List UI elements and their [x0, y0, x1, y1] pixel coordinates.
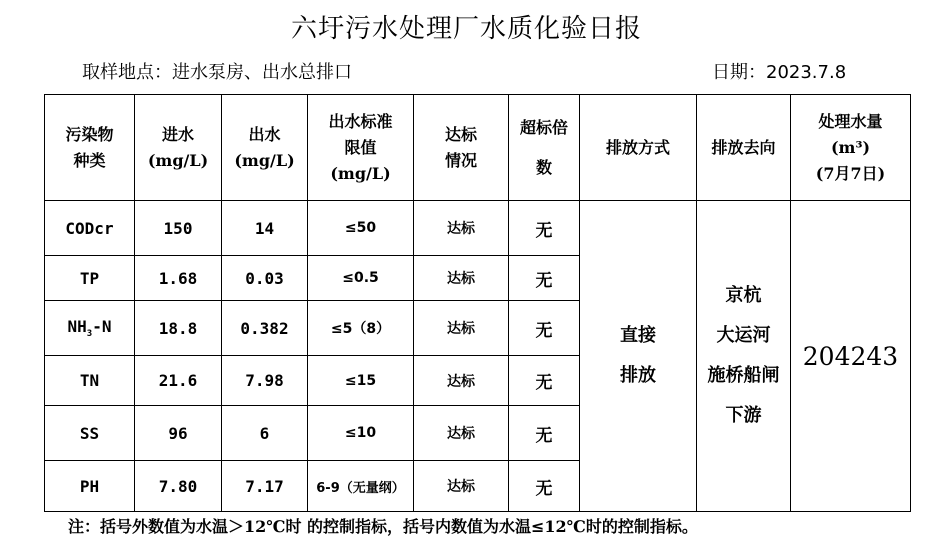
pollutant-cell: TP — [45, 256, 135, 301]
outlet-cell: 7.98 — [222, 356, 308, 406]
header-discharge-method: 排放方式 — [580, 95, 697, 201]
header-volume: 处理水量 (m³) (7月7日) — [791, 95, 911, 201]
exceed-cell: 无 — [509, 256, 580, 301]
limit-cell: 6-9（无量纲） — [308, 461, 414, 512]
report-title: 六圩污水处理厂水质化验日报 — [290, 14, 642, 44]
limit-cell: ≤0.5 — [308, 256, 414, 301]
header-discharge-dest: 排放去向 — [697, 95, 791, 201]
outlet-cell: 6 — [222, 406, 308, 461]
pollutant-cell: SS — [45, 406, 135, 461]
pollutant-cell: CODcr — [45, 201, 135, 256]
status-cell: 达标 — [414, 406, 509, 461]
pollutant-cell: PH — [45, 461, 135, 512]
header-inlet: 进水 (mg/L) — [135, 95, 222, 201]
limit-cell: ≤15 — [308, 356, 414, 406]
status-cell: 达标 — [414, 256, 509, 301]
header-row — [45, 95, 911, 201]
inlet-cell: 21.6 — [135, 356, 222, 406]
inlet-cell: 150 — [135, 201, 222, 256]
sampling-location: 取样地点：进水泵房、出水总排口 — [82, 62, 352, 83]
header-status: 达标 情况 — [414, 95, 509, 201]
exceed-cell: 无 — [509, 201, 580, 256]
discharge-method-cell: 直接 排放 — [580, 201, 697, 512]
exceed-cell: 无 — [509, 406, 580, 461]
table-row — [45, 201, 911, 256]
report-date: 日期：2023.7.8 — [712, 62, 847, 83]
pollutant-cell: $NH_3-N$ — [45, 301, 135, 356]
exceed-cell: 无 — [509, 461, 580, 512]
discharge-dest-cell: 京杭 大运河 施桥船闸 下游 — [697, 201, 791, 512]
volume-cell: 204243 — [791, 201, 911, 512]
header-limit: 出水标准 限值 (mg/L) — [308, 95, 414, 201]
header-exceed: 超标倍 数 — [509, 95, 580, 201]
outlet-cell: 7.17 — [222, 461, 308, 512]
status-cell: 达标 — [414, 356, 509, 406]
limit-cell: ≤50 — [308, 201, 414, 256]
limit-cell: ≤10 — [308, 406, 414, 461]
pollutant-cell: TN — [45, 356, 135, 406]
inlet-cell: 7.80 — [135, 461, 222, 512]
status-cell: 达标 — [414, 301, 509, 356]
status-cell: 达标 — [414, 461, 509, 512]
header-outlet: 出水 (mg/L) — [222, 95, 308, 201]
status-cell: 达标 — [414, 201, 509, 256]
footnote: 注：括号外数值为水温＞12℃时 的控制指标，括号内数值为水温≤12℃时的控制指标。 — [68, 517, 698, 536]
water-quality-table — [44, 94, 911, 512]
header-pollutant: 污染物 种类 — [45, 95, 135, 201]
inlet-cell: 18.8 — [135, 301, 222, 356]
limit-cell: ≤5（8） — [308, 301, 414, 356]
exceed-cell: 无 — [509, 356, 580, 406]
inlet-cell: 96 — [135, 406, 222, 461]
outlet-cell: 0.03 — [222, 256, 308, 301]
outlet-cell: 0.382 — [222, 301, 308, 356]
inlet-cell: 1.68 — [135, 256, 222, 301]
exceed-cell: 无 — [509, 301, 580, 356]
outlet-cell: 14 — [222, 201, 308, 256]
